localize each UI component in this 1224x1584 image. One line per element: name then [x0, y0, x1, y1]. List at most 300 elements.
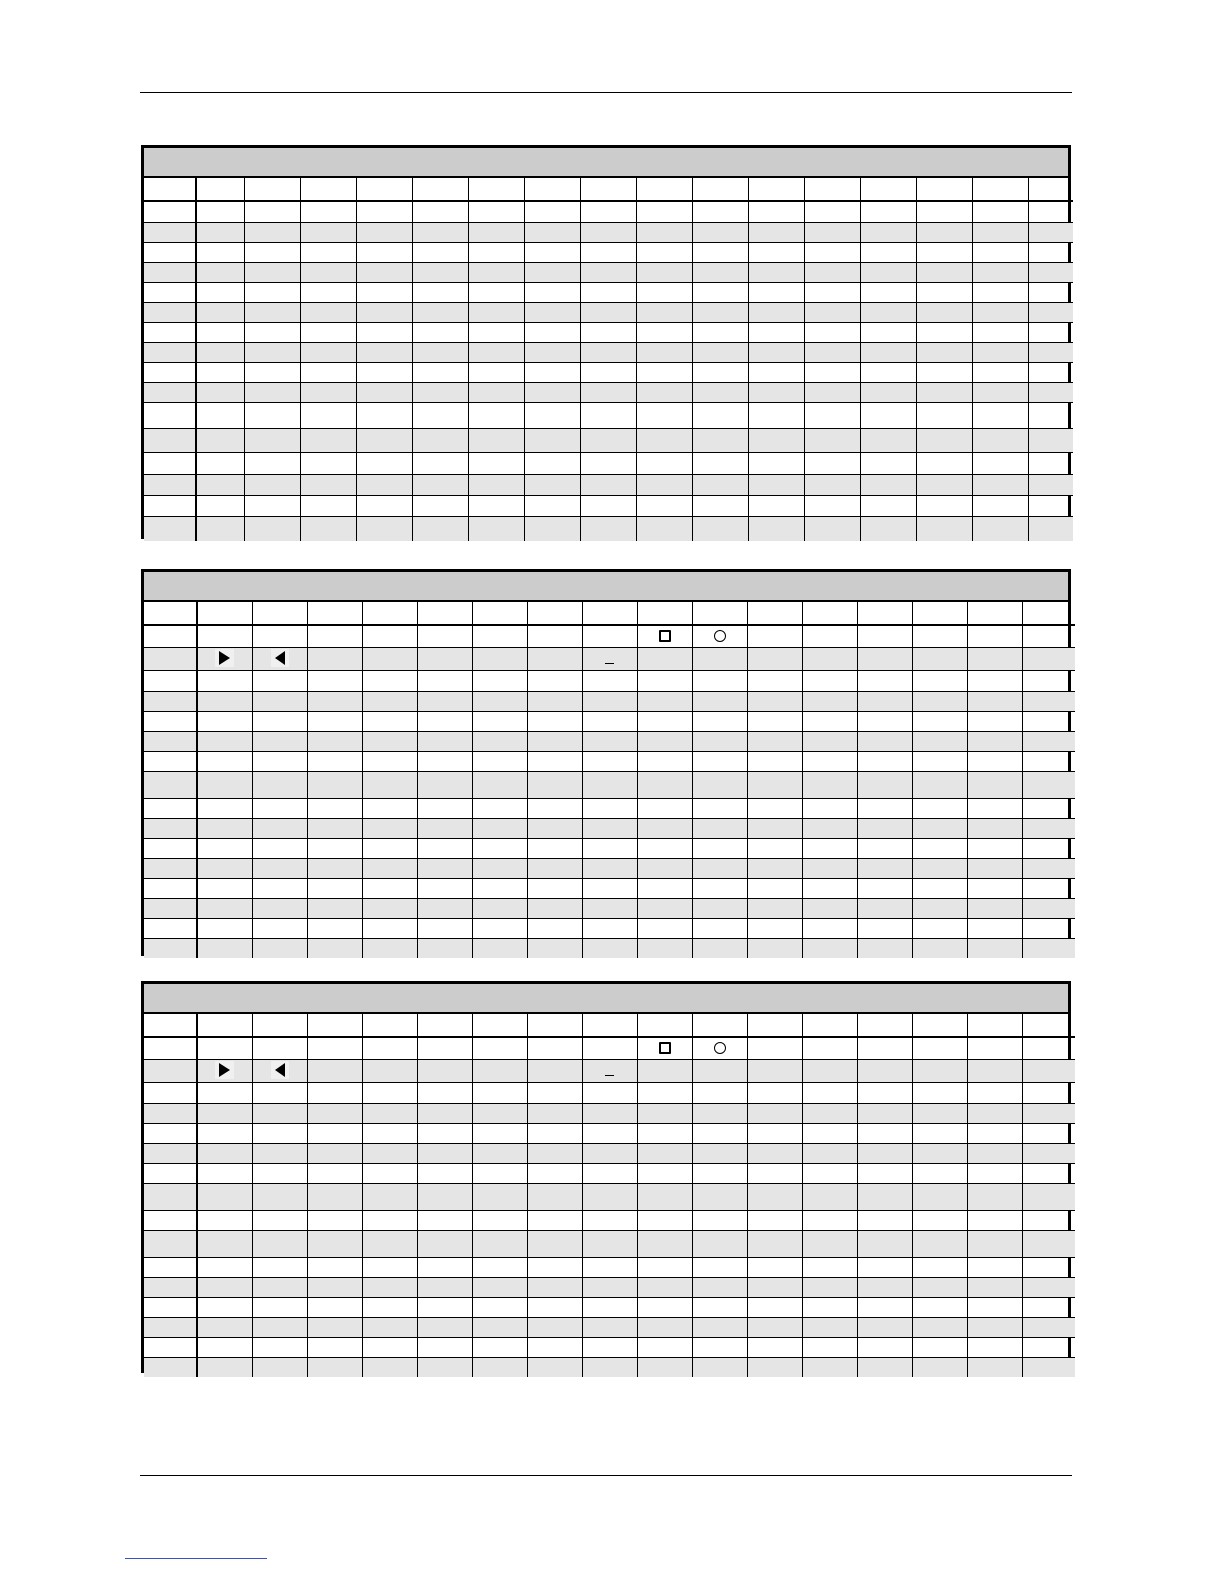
- table-cell: [692, 452, 748, 474]
- table-cell: [1028, 382, 1073, 402]
- table-cell: [1028, 302, 1073, 322]
- table-cell: [692, 1123, 747, 1143]
- table-cell: [582, 751, 637, 771]
- table-cell: [472, 1297, 527, 1317]
- table-cell: [637, 898, 692, 918]
- table-cell: [356, 428, 412, 452]
- table-cell: [307, 1357, 362, 1377]
- table-cell: [636, 222, 692, 242]
- table-cell: [197, 1143, 252, 1163]
- table-cell: [196, 428, 244, 452]
- table-cell: [468, 322, 524, 342]
- table-cell: [692, 771, 747, 798]
- table-row: [144, 1103, 1075, 1123]
- table-cell: [252, 898, 307, 918]
- table-cell: [468, 382, 524, 402]
- table-cell: [748, 452, 804, 474]
- table-cell: [747, 1277, 802, 1297]
- table-cell: [857, 838, 912, 858]
- table-cell: [916, 362, 972, 382]
- table-cell: [524, 382, 580, 402]
- table-cell: [524, 474, 580, 495]
- table-cell: [362, 670, 417, 691]
- table-cell: [582, 1059, 637, 1082]
- table-cell: [362, 1277, 417, 1297]
- table-cell: [692, 731, 747, 751]
- table-cell: [916, 282, 972, 302]
- table-cell: [967, 1257, 1022, 1277]
- table-cell: [527, 751, 582, 771]
- table-cell: [1022, 1059, 1075, 1082]
- table-cell: [362, 938, 417, 958]
- table-cell: [912, 838, 967, 858]
- table-cell: [252, 691, 307, 711]
- table-cell: [857, 670, 912, 691]
- table-cell: [244, 302, 300, 322]
- table-cell: [912, 1059, 967, 1082]
- table-cell: [967, 711, 1022, 731]
- table-cell: [804, 402, 860, 428]
- table-cell: [916, 495, 972, 516]
- table-cell: [144, 1297, 197, 1317]
- table-header-row: [144, 1014, 1075, 1037]
- table-cell: [472, 1357, 527, 1377]
- underscore-icon: [605, 1075, 614, 1076]
- table-cell: [244, 382, 300, 402]
- table-cell: [747, 1317, 802, 1337]
- table-row: [144, 262, 1073, 282]
- table-cell: [196, 262, 244, 282]
- table-cell: [527, 1103, 582, 1123]
- table-cell: [144, 1337, 197, 1357]
- table-cell: [417, 647, 472, 670]
- table-cell: [244, 495, 300, 516]
- table-cell: [692, 711, 747, 731]
- table-row: [144, 898, 1075, 918]
- table-cell: [580, 516, 636, 541]
- table-cell: [1022, 1163, 1075, 1183]
- table-cell: [252, 670, 307, 691]
- table-cell: [252, 1210, 307, 1230]
- table-cell: [197, 1163, 252, 1183]
- table-cell: [468, 452, 524, 474]
- table-cell: [747, 625, 802, 647]
- table-cell: [417, 751, 472, 771]
- table-cell: [967, 1210, 1022, 1230]
- table-cell: [468, 178, 524, 201]
- table-row: [144, 495, 1073, 516]
- table-cell: [967, 918, 1022, 938]
- table-cell: [252, 918, 307, 938]
- table-cell: [144, 222, 196, 242]
- table-cell: [472, 1082, 527, 1103]
- table-cell: [802, 670, 857, 691]
- table-cell: [252, 938, 307, 958]
- table-cell: [472, 898, 527, 918]
- table-cell: [362, 1143, 417, 1163]
- table-cell: [252, 1297, 307, 1317]
- table-cell: [307, 898, 362, 918]
- table-cell: [144, 428, 196, 452]
- table-cell: [912, 898, 967, 918]
- table-cell: [244, 178, 300, 201]
- table-row: [144, 382, 1073, 402]
- table-cell: [582, 818, 637, 838]
- table-cell: [196, 302, 244, 322]
- table-cell: [802, 818, 857, 838]
- table-cell: [860, 516, 916, 541]
- table-cell: [196, 322, 244, 342]
- table-header-row: [144, 602, 1075, 625]
- table-cell: [802, 1014, 857, 1037]
- table-cell: [144, 898, 197, 918]
- table-cell: [362, 1257, 417, 1277]
- table-row: [144, 625, 1075, 647]
- table-row: [144, 670, 1075, 691]
- table-cell: [972, 495, 1028, 516]
- table-cell: [144, 602, 197, 625]
- table-cell: [692, 1103, 747, 1123]
- table-cell: [1022, 731, 1075, 751]
- table-cell: [857, 858, 912, 878]
- table-cell: [972, 302, 1028, 322]
- table-row: [144, 691, 1075, 711]
- table-row: [144, 201, 1073, 222]
- table-cell: [472, 691, 527, 711]
- table-cell: [252, 858, 307, 878]
- table-cell: [972, 242, 1028, 262]
- table-cell: [417, 1014, 472, 1037]
- table-cell: [967, 1337, 1022, 1357]
- table-cell: [527, 1337, 582, 1357]
- table-row: [144, 342, 1073, 362]
- table-cell: [802, 938, 857, 958]
- table-cell: [748, 382, 804, 402]
- table-cell: [636, 362, 692, 382]
- table-cell: [307, 1103, 362, 1123]
- table-cell: [252, 602, 307, 625]
- table-cell: [468, 302, 524, 322]
- table-cell: [307, 711, 362, 731]
- table-cell: [748, 222, 804, 242]
- footer-link-underline[interactable]: [125, 1558, 267, 1559]
- table-cell: [196, 201, 244, 222]
- table-cell: [804, 474, 860, 495]
- table-cell: [417, 711, 472, 731]
- table-cell: [524, 428, 580, 452]
- table-cell: [472, 878, 527, 898]
- table-cell: [692, 898, 747, 918]
- table-cell: [637, 1014, 692, 1037]
- table-cell: [967, 858, 1022, 878]
- table-cell: [857, 918, 912, 938]
- table-row: [144, 1082, 1075, 1103]
- table-cell: [636, 262, 692, 282]
- table-cell: [144, 1277, 197, 1297]
- table-row: [144, 1037, 1075, 1059]
- table-cell: [1022, 1014, 1075, 1037]
- table-cell: [582, 1103, 637, 1123]
- table-cell: [637, 858, 692, 878]
- table-cell: [472, 1103, 527, 1123]
- table-cell: [307, 1230, 362, 1257]
- table-cell: [802, 1357, 857, 1377]
- table-cell: [580, 474, 636, 495]
- table-cell: [967, 1297, 1022, 1317]
- table-2: [141, 569, 1071, 956]
- table-cell: [300, 262, 356, 282]
- table-cell: [144, 474, 196, 495]
- table-cell: [356, 342, 412, 362]
- table-cell: [356, 242, 412, 262]
- table-cell: [967, 1014, 1022, 1037]
- table-cell: [1022, 898, 1075, 918]
- table-cell: [912, 1277, 967, 1297]
- table-cell: [524, 201, 580, 222]
- table-cell: [197, 1123, 252, 1143]
- table-cell: [692, 178, 748, 201]
- table-cell: [692, 858, 747, 878]
- table-cell: [527, 818, 582, 838]
- table-cell: [362, 691, 417, 711]
- table-cell: [636, 201, 692, 222]
- table-cell: [197, 1297, 252, 1317]
- table-cell: [580, 342, 636, 362]
- table-cell: [1028, 474, 1073, 495]
- table-cell: [636, 322, 692, 342]
- table-cell: [747, 1014, 802, 1037]
- table-cell: [748, 516, 804, 541]
- table-cell: [967, 838, 1022, 858]
- table-cell: [804, 428, 860, 452]
- table-cell: [244, 474, 300, 495]
- table-cell: [197, 1357, 252, 1377]
- table-row: [144, 1337, 1075, 1357]
- table-cell: [912, 1163, 967, 1183]
- table-cell: [802, 1183, 857, 1210]
- table-cell: [857, 647, 912, 670]
- table-cell: [468, 516, 524, 541]
- table-cell: [1028, 342, 1073, 362]
- table-cell: [802, 1123, 857, 1143]
- table-cell: [412, 495, 468, 516]
- table-cell: [252, 1183, 307, 1210]
- table-cell: [916, 516, 972, 541]
- table-cell: [802, 1337, 857, 1357]
- table-cell: [527, 918, 582, 938]
- table-cell: [524, 262, 580, 282]
- table-cell: [144, 670, 197, 691]
- table-cell: [857, 731, 912, 751]
- table-cell: [860, 322, 916, 342]
- table-cell: [1022, 1357, 1075, 1377]
- table-cell: [144, 1257, 197, 1277]
- table-cell: [972, 402, 1028, 428]
- table-cell: [802, 1082, 857, 1103]
- table-cell: [857, 1277, 912, 1297]
- table-cell: [857, 711, 912, 731]
- table-cell: [472, 798, 527, 818]
- table-cell: [967, 1103, 1022, 1123]
- table-cell: [1022, 1297, 1075, 1317]
- table-row: [144, 1257, 1075, 1277]
- table-cell: [1022, 1183, 1075, 1210]
- table-cell: [144, 1230, 197, 1257]
- table-cell: [916, 242, 972, 262]
- table-cell: [967, 1082, 1022, 1103]
- table-cell: [412, 222, 468, 242]
- table-cell: [912, 1143, 967, 1163]
- table-cell: [524, 342, 580, 362]
- table-cell: [196, 474, 244, 495]
- table-cell: [468, 222, 524, 242]
- table-cell: [804, 495, 860, 516]
- table-cell: [307, 751, 362, 771]
- table-cell: [300, 402, 356, 428]
- table-cell: [747, 878, 802, 898]
- table-cell: [747, 1257, 802, 1277]
- table-cell: [300, 495, 356, 516]
- table-cell: [1022, 858, 1075, 878]
- table-cell: [747, 938, 802, 958]
- table-cell: [580, 428, 636, 452]
- table-cell: [197, 1317, 252, 1337]
- table-cell: [637, 1059, 692, 1082]
- table-cell: [1028, 495, 1073, 516]
- table-cell: [412, 262, 468, 282]
- table-cell: [197, 602, 252, 625]
- table-row: [144, 322, 1073, 342]
- table-cell: [362, 1163, 417, 1183]
- table-cell: [144, 818, 197, 838]
- table-cell: [412, 516, 468, 541]
- table-cell: [362, 1183, 417, 1210]
- table-cell: [916, 201, 972, 222]
- table-cell: [362, 1317, 417, 1337]
- table-cell: [144, 938, 197, 958]
- table-cell: [857, 1082, 912, 1103]
- table-cell: [356, 402, 412, 428]
- table-cell: [417, 1082, 472, 1103]
- table-cell: [1022, 1230, 1075, 1257]
- table-cell: [417, 1257, 472, 1277]
- table-cell: [197, 1037, 252, 1059]
- table-cell: [472, 751, 527, 771]
- table-cell: [300, 322, 356, 342]
- table-cell: [802, 1210, 857, 1230]
- table-cell: [802, 602, 857, 625]
- table-cell: [912, 670, 967, 691]
- table-row: [144, 282, 1073, 302]
- table-cell: [472, 1183, 527, 1210]
- table-cell: [1022, 1103, 1075, 1123]
- table-cell: [692, 602, 747, 625]
- table-cell: [692, 1143, 747, 1163]
- table-cell: [468, 362, 524, 382]
- table-cell: [307, 771, 362, 798]
- table-cell: [748, 178, 804, 201]
- table-cell: [857, 1037, 912, 1059]
- table-cell: [252, 1337, 307, 1357]
- table-cell: [412, 342, 468, 362]
- table-cell: [197, 818, 252, 838]
- table-cell: [582, 1183, 637, 1210]
- table-cell: [1028, 362, 1073, 382]
- table-cell: [144, 402, 196, 428]
- table-cell: [580, 201, 636, 222]
- table-cell: [307, 918, 362, 938]
- table-2-grid: [144, 602, 1075, 958]
- table-cell: [362, 771, 417, 798]
- table-cell: [802, 1143, 857, 1163]
- table-cell: [252, 1014, 307, 1037]
- table-cell: [252, 647, 307, 670]
- table-cell: [356, 222, 412, 242]
- table-1: [141, 145, 1071, 539]
- table-cell: [244, 322, 300, 342]
- table-cell: [582, 1123, 637, 1143]
- table-cell: [637, 647, 692, 670]
- table-cell: [417, 1297, 472, 1317]
- table-cell: [912, 771, 967, 798]
- table-cell: [252, 1037, 307, 1059]
- table-cell: [472, 1337, 527, 1357]
- table-cell: [972, 262, 1028, 282]
- table-cell: [1022, 602, 1075, 625]
- table-cell: [472, 625, 527, 647]
- table-cell: [252, 1059, 307, 1082]
- table-cell: [857, 938, 912, 958]
- table-cell: [692, 302, 748, 322]
- table-cell: [582, 771, 637, 798]
- table-cell: [860, 495, 916, 516]
- table-cell: [307, 1163, 362, 1183]
- table-cell: [197, 838, 252, 858]
- table-cell: [252, 1317, 307, 1337]
- table-cell: [527, 691, 582, 711]
- table-cell: [252, 878, 307, 898]
- table-cell: [472, 1014, 527, 1037]
- table-cell: [412, 382, 468, 402]
- table-cell: [804, 302, 860, 322]
- table-cell: [300, 474, 356, 495]
- table-cell: [804, 242, 860, 262]
- table-cell: [802, 918, 857, 938]
- table-cell: [582, 1037, 637, 1059]
- table-cell: [802, 1230, 857, 1257]
- table-cell: [362, 858, 417, 878]
- table-cell: [417, 1037, 472, 1059]
- table-cell: [144, 878, 197, 898]
- table-cell: [412, 282, 468, 302]
- table-cell: [472, 711, 527, 731]
- table-row: [144, 711, 1075, 731]
- table-cell: [636, 402, 692, 428]
- table-cell: [912, 1037, 967, 1059]
- table-cell: [307, 1014, 362, 1037]
- table-cell: [527, 1163, 582, 1183]
- table-cell: [580, 452, 636, 474]
- table-cell: [857, 1317, 912, 1337]
- table-cell: [912, 691, 967, 711]
- table-cell: [912, 1082, 967, 1103]
- table-cell: [1028, 516, 1073, 541]
- table-row: [144, 1059, 1075, 1082]
- table-cell: [972, 282, 1028, 302]
- table-cell: [747, 798, 802, 818]
- table-cell: [857, 798, 912, 818]
- table-cell: [197, 1230, 252, 1257]
